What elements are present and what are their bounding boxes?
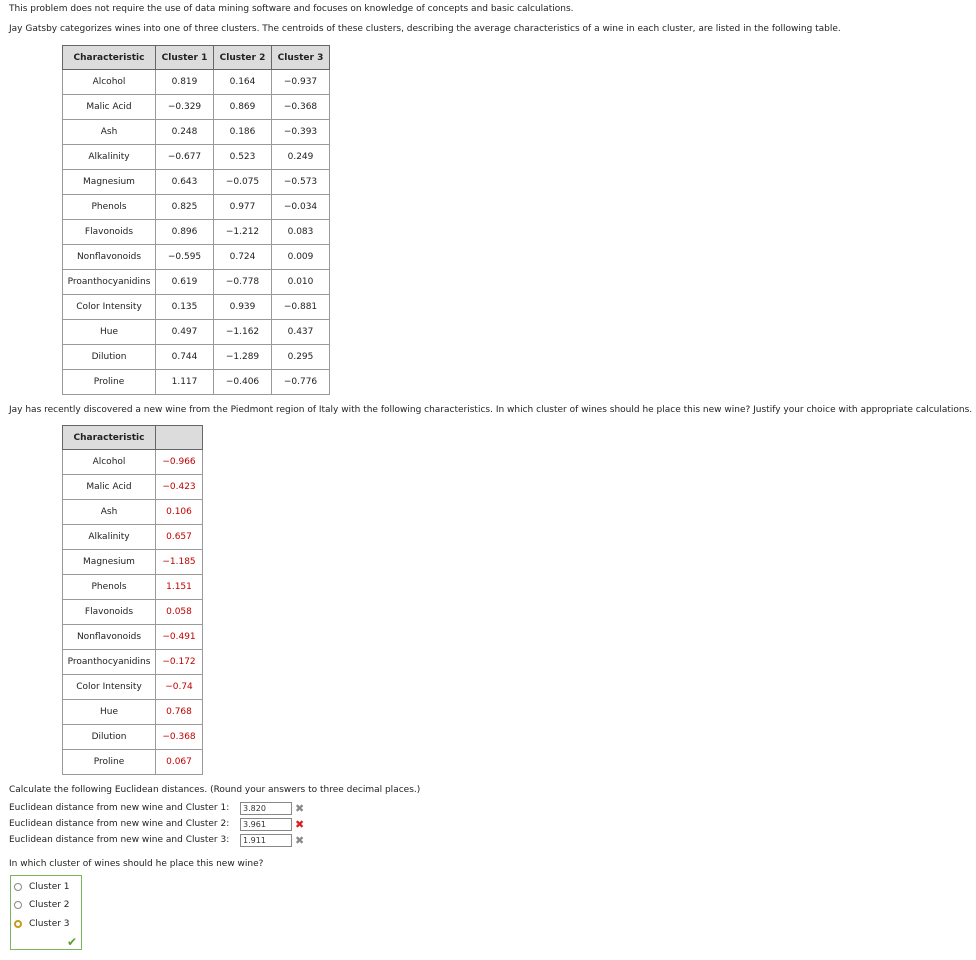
centroid-value-cell: 0.744: [156, 345, 214, 370]
centroid-value-cell: −0.778: [214, 270, 272, 295]
new-wine-value-cell: 0.058: [156, 600, 203, 625]
table-row: [63, 550, 203, 575]
cluster-centroids-table: [62, 45, 330, 395]
cluster-choice-group: [10, 875, 82, 950]
new-wine-value-cell: 0.067: [156, 750, 203, 775]
table-row: [63, 750, 203, 775]
distance-label: Euclidean distance from new wine and Cluster 3:: [9, 835, 230, 845]
centroid-value-cell: 0.497: [156, 320, 214, 345]
characteristic-cell: Proanthocyanidins: [63, 650, 156, 675]
table-row: [63, 195, 330, 220]
centroid-value-cell: 0.977: [214, 195, 272, 220]
centroid-value-cell: 0.295: [272, 345, 330, 370]
characteristic-cell: Magnesium: [63, 170, 156, 195]
new-wine-table: [62, 425, 203, 775]
centroid-value-cell: 0.248: [156, 120, 214, 145]
characteristic-cell: Alcohol: [63, 450, 156, 475]
centroid-value-cell: 0.643: [156, 170, 214, 195]
table-row: [63, 95, 330, 120]
intro-line-1: This problem does not require the use of data mining software and focuses on knowledge of concepts and basic calculations.: [9, 4, 574, 14]
new-wine-value-cell: −1.185: [156, 550, 203, 575]
centroid-value-cell: −0.881: [272, 295, 330, 320]
distance-input-cluster-3[interactable]: [240, 834, 292, 847]
characteristic-cell: Proline: [63, 750, 156, 775]
table-row: [63, 270, 330, 295]
centroid-value-cell: 0.619: [156, 270, 214, 295]
characteristic-cell: Hue: [63, 320, 156, 345]
table-row: [63, 675, 203, 700]
centroid-value-cell: 1.117: [156, 370, 214, 395]
table-row: [63, 575, 203, 600]
characteristic-cell: Dilution: [63, 725, 156, 750]
table-row: [63, 320, 330, 345]
choice-cluster-2[interactable]: [14, 900, 70, 910]
radio-selected-icon[interactable]: [14, 920, 22, 928]
distance-row-cluster-2: [9, 817, 304, 831]
radio-unselected-icon[interactable]: [14, 883, 22, 891]
table-header-row: [63, 46, 330, 70]
centroid-value-cell: 0.135: [156, 295, 214, 320]
centroid-value-cell: −0.776: [272, 370, 330, 395]
column-header: Cluster 3: [272, 46, 330, 70]
table-row: [63, 345, 330, 370]
correct-check-icon: ✔: [67, 935, 78, 949]
new-wine-value-cell: 0.768: [156, 700, 203, 725]
table-row: [63, 220, 330, 245]
incorrect-icon: ✖: [295, 833, 305, 847]
table-row: [63, 450, 203, 475]
characteristic-cell: Magnesium: [63, 550, 156, 575]
intro-line-3: Jay has recently discovered a new wine from the Piedmont region of Italy with the following characteristics. In which cluster of wines should he place this new wine? Justify your choice with appropriate calculations.: [9, 405, 973, 415]
centroid-value-cell: 0.724: [214, 245, 272, 270]
new-wine-value-cell: −0.368: [156, 725, 203, 750]
table-row: [63, 725, 203, 750]
new-wine-value-cell: −0.423: [156, 475, 203, 500]
centroid-value-cell: −1.162: [214, 320, 272, 345]
centroid-value-cell: 0.825: [156, 195, 214, 220]
incorrect-icon: ✖: [295, 817, 305, 831]
characteristic-cell: Nonflavonoids: [63, 625, 156, 650]
new-wine-value-cell: −0.74: [156, 675, 203, 700]
new-wine-value-cell: −0.172: [156, 650, 203, 675]
centroid-value-cell: 0.939: [214, 295, 272, 320]
cluster-question: In which cluster of wines should he place this new wine?: [9, 859, 264, 869]
choice-cluster-3[interactable]: [14, 919, 70, 929]
characteristic-cell: Malic Acid: [63, 475, 156, 500]
centroid-value-cell: 0.010: [272, 270, 330, 295]
centroid-value-cell: −0.677: [156, 145, 214, 170]
distance-input-cluster-2[interactable]: [240, 818, 292, 831]
characteristic-cell: Hue: [63, 700, 156, 725]
centroid-value-cell: 0.186: [214, 120, 272, 145]
radio-unselected-icon[interactable]: [14, 901, 22, 909]
table-header-row: [63, 426, 203, 450]
characteristic-cell: Flavonoids: [63, 220, 156, 245]
calc-prompt: Calculate the following Euclidean distances. (Round your answers to three decimal places.): [9, 785, 421, 795]
centroid-value-cell: −0.595: [156, 245, 214, 270]
incorrect-icon: ✖: [295, 801, 305, 815]
table-row: [63, 145, 330, 170]
characteristic-cell: Proanthocyanidins: [63, 270, 156, 295]
distance-label: Euclidean distance from new wine and Cluster 2:: [9, 819, 230, 829]
table-row: [63, 370, 330, 395]
new-wine-value-cell: 1.151: [156, 575, 203, 600]
characteristic-cell: Phenols: [63, 575, 156, 600]
centroid-value-cell: 0.249: [272, 145, 330, 170]
characteristic-cell: Malic Acid: [63, 95, 156, 120]
characteristic-cell: Alkalinity: [63, 525, 156, 550]
choice-label: Cluster 1: [29, 882, 70, 892]
centroid-value-cell: −0.937: [272, 70, 330, 95]
table-row: [63, 170, 330, 195]
characteristic-cell: Phenols: [63, 195, 156, 220]
new-wine-value-cell: 0.657: [156, 525, 203, 550]
table-row: [63, 600, 203, 625]
table-row: [63, 120, 330, 145]
distance-row-cluster-1: [9, 801, 304, 815]
characteristic-cell: Alkalinity: [63, 145, 156, 170]
characteristic-cell: Ash: [63, 500, 156, 525]
new-wine-value-cell: −0.966: [156, 450, 203, 475]
distance-input-cluster-1[interactable]: [240, 802, 292, 815]
table-row: [63, 475, 203, 500]
characteristic-cell: Dilution: [63, 345, 156, 370]
centroid-value-cell: −0.393: [272, 120, 330, 145]
characteristic-cell: Nonflavonoids: [63, 245, 156, 270]
table-row: [63, 650, 203, 675]
centroid-value-cell: −1.212: [214, 220, 272, 245]
distance-row-cluster-3: [9, 833, 304, 847]
centroid-value-cell: 0.437: [272, 320, 330, 345]
centroid-value-cell: 0.083: [272, 220, 330, 245]
centroid-value-cell: −0.368: [272, 95, 330, 120]
column-header: Characteristic: [63, 46, 156, 70]
choice-cluster-1[interactable]: [14, 882, 70, 892]
centroid-value-cell: 0.523: [214, 145, 272, 170]
new-wine-value-cell: −0.491: [156, 625, 203, 650]
characteristic-cell: Flavonoids: [63, 600, 156, 625]
characteristic-cell: Color Intensity: [63, 295, 156, 320]
characteristic-cell: Alcohol: [63, 70, 156, 95]
centroid-value-cell: 0.009: [272, 245, 330, 270]
distance-label: Euclidean distance from new wine and Cluster 1:: [9, 803, 230, 813]
column-header: Characteristic: [63, 426, 156, 450]
table-row: [63, 70, 330, 95]
centroid-value-cell: −0.406: [214, 370, 272, 395]
characteristic-cell: Proline: [63, 370, 156, 395]
characteristic-cell: Ash: [63, 120, 156, 145]
choice-label: Cluster 3: [29, 919, 70, 929]
centroid-value-cell: −1.289: [214, 345, 272, 370]
centroid-value-cell: −0.573: [272, 170, 330, 195]
intro-line-2: Jay Gatsby categorizes wines into one of three clusters. The centroids of these clusters, describing the average characteristics of a wine in each cluster, are listed in the following table.: [9, 24, 841, 34]
centroid-value-cell: 0.869: [214, 95, 272, 120]
table-row: [63, 625, 203, 650]
centroid-value-cell: −0.329: [156, 95, 214, 120]
centroid-value-cell: 0.164: [214, 70, 272, 95]
choice-label: Cluster 2: [29, 900, 70, 910]
table-row: [63, 500, 203, 525]
table-row: [63, 245, 330, 270]
column-header: Cluster 1: [156, 46, 214, 70]
column-header: Cluster 2: [214, 46, 272, 70]
new-wine-value-cell: 0.106: [156, 500, 203, 525]
characteristic-cell: Color Intensity: [63, 675, 156, 700]
centroid-value-cell: −0.075: [214, 170, 272, 195]
table-row: [63, 295, 330, 320]
centroid-value-cell: 0.819: [156, 70, 214, 95]
column-header-blank: [156, 426, 203, 450]
table-row: [63, 700, 203, 725]
table-row: [63, 525, 203, 550]
centroid-value-cell: 0.896: [156, 220, 214, 245]
centroid-value-cell: −0.034: [272, 195, 330, 220]
